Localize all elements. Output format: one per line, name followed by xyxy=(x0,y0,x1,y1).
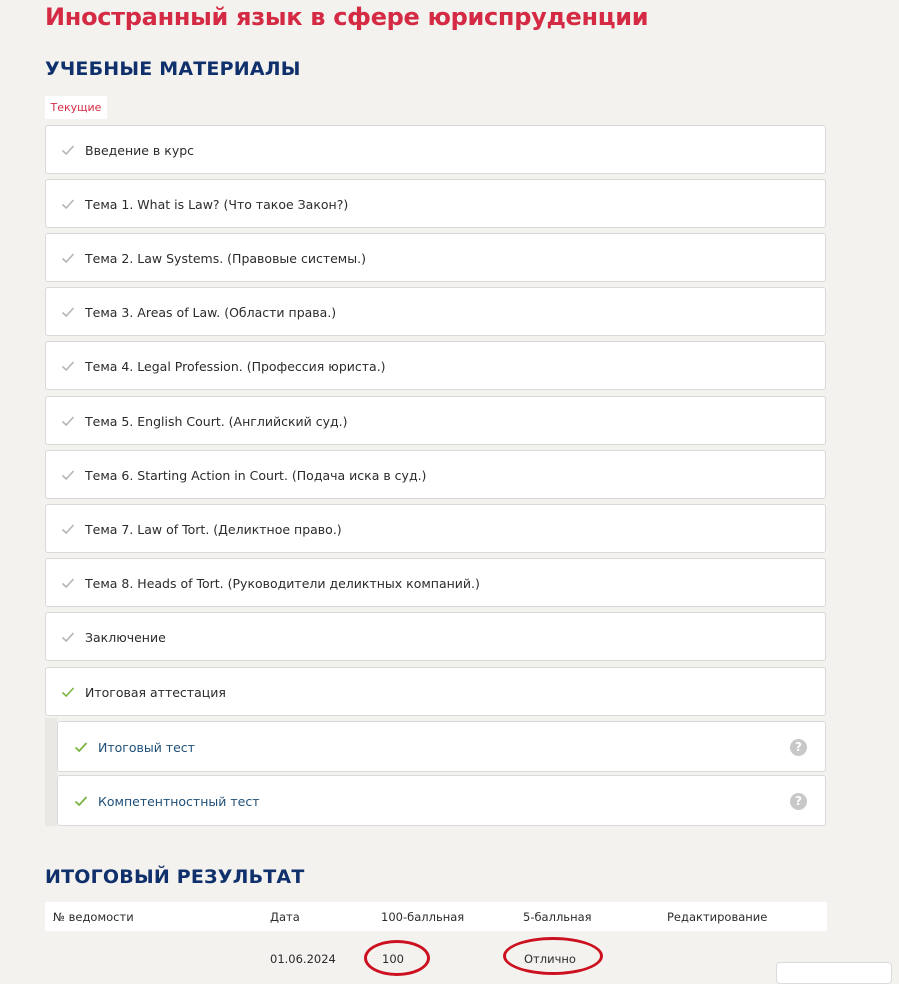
question-circle-icon[interactable]: ? xyxy=(790,739,807,756)
material-item[interactable] xyxy=(45,667,826,716)
column-header-edit: Редактирование xyxy=(667,910,768,924)
material-item[interactable] xyxy=(45,612,826,661)
material-item-label: Тема 5. English Court. (Английский суд.) xyxy=(85,414,348,429)
check-icon xyxy=(61,631,75,643)
cell-score-100: 100 xyxy=(382,952,404,966)
check-icon xyxy=(61,469,75,481)
check-icon xyxy=(74,741,88,753)
result-heading: ИТОГОВЫЙ РЕЗУЛЬТАТ xyxy=(45,866,305,888)
material-item-label: Введение в курс xyxy=(85,143,195,158)
check-icon xyxy=(61,252,75,264)
material-item[interactable] xyxy=(45,504,826,553)
material-item-label: Тема 8. Heads of Tort. (Руководители деликтных компаний.) xyxy=(85,576,480,591)
material-item-label: Тема 1. What is Law? (Что такое Закон?) xyxy=(85,197,349,212)
check-icon xyxy=(61,144,75,156)
floating-panel[interactable] xyxy=(776,962,892,984)
check-icon xyxy=(61,415,75,427)
check-icon xyxy=(61,360,75,372)
sub-item-label: Компетентностный тест xyxy=(98,794,260,809)
material-item[interactable] xyxy=(45,341,826,390)
column-header-statement: № ведомости xyxy=(53,910,134,924)
result-table-header xyxy=(45,902,827,931)
cell-date: 01.06.2024 xyxy=(270,952,336,966)
check-icon xyxy=(61,686,75,698)
column-header-score-100: 100-балльная xyxy=(381,910,465,924)
sub-item-final-test[interactable] xyxy=(57,721,826,772)
cell-score-5: Отлично xyxy=(524,952,576,966)
sub-item-label: Итоговый тест xyxy=(98,740,195,755)
material-item-label: Тема 6. Starting Action in Court. (Подача иска в суд.) xyxy=(85,468,427,483)
material-item[interactable] xyxy=(45,396,826,445)
material-item-label: Тема 2. Law Systems. (Правовые системы.) xyxy=(85,251,366,266)
material-item[interactable] xyxy=(45,558,826,607)
score-5-highlight-circle xyxy=(503,937,603,975)
column-header-score-5: 5-балльная xyxy=(523,910,592,924)
material-item[interactable] xyxy=(45,233,826,282)
material-item-label: Тема 3. Areas of Law. (Области права.) xyxy=(85,305,337,320)
course-title: Иностранный язык в сфере юриспруденции xyxy=(45,3,649,31)
sub-items-rail xyxy=(45,718,57,826)
material-item[interactable] xyxy=(45,287,826,336)
material-item-label: Заключение xyxy=(85,630,166,645)
tab-current[interactable]: Текущие xyxy=(45,96,107,119)
material-item-label: Тема 7. Law of Tort. (Деликтное право.) xyxy=(85,522,342,537)
materials-heading: УЧЕБНЫЕ МАТЕРИАЛЫ xyxy=(45,58,301,80)
material-item[interactable] xyxy=(45,179,826,228)
check-icon xyxy=(61,523,75,535)
material-item[interactable] xyxy=(45,450,826,499)
question-circle-icon[interactable]: ? xyxy=(790,793,807,810)
column-header-date: Дата xyxy=(270,910,300,924)
check-icon xyxy=(61,306,75,318)
score-100-highlight-circle xyxy=(364,940,430,976)
sub-item-competence-test[interactable] xyxy=(57,775,826,826)
check-icon xyxy=(61,198,75,210)
check-icon xyxy=(74,795,88,807)
check-icon xyxy=(61,577,75,589)
material-item-label: Итоговая аттестация xyxy=(85,685,226,700)
material-item[interactable] xyxy=(45,125,826,174)
material-item-label: Тема 4. Legal Profession. (Профессия юриста.) xyxy=(85,359,386,374)
